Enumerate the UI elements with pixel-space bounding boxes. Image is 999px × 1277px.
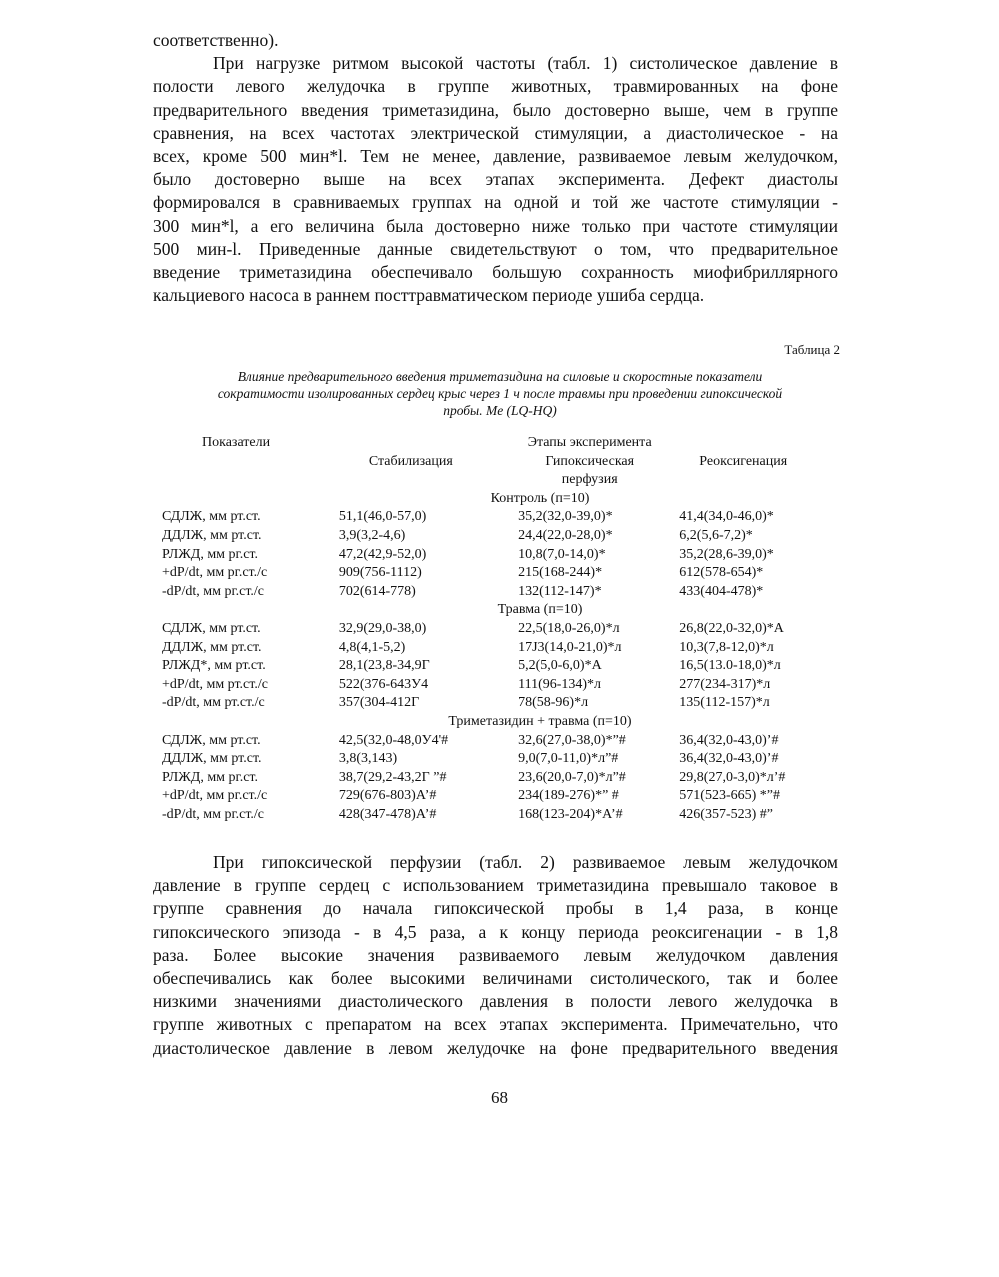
table-row xyxy=(150,787,840,806)
stabilization-cell: 32,9(29,0-38,0) xyxy=(338,620,427,636)
indicator-cell: -dP/dt, мм рт.ст./с xyxy=(162,695,265,711)
table-row xyxy=(150,657,840,676)
hypoxic-cell: 17J3(14,0-21,0)*л xyxy=(518,639,622,655)
hypoxic-cell: 168(123-204)*А’# xyxy=(518,806,623,822)
paragraph-line: всех, кроме 500 мин*l. Тем не менее, давление, развиваемое левым желудочком, xyxy=(153,146,838,167)
paragraph-line: формировался в сравниваемых группах на одной и той же частоте стимуляции - xyxy=(153,192,838,213)
paragraph-line: полости левого желудочка в группе животных, травмированных на фоне xyxy=(153,76,838,97)
paragraph-line: 500 мин-l. Приведенные данные свидетельствуют о том, что предварительное xyxy=(153,238,838,259)
paragraph-line: низкими значениями диастолического давления в полости левого желудочка в xyxy=(153,991,838,1012)
group-title: Контроль (п=10) xyxy=(490,490,590,506)
indicator-cell: -dP/dt, мм рг.ст./с xyxy=(162,806,264,822)
table-row xyxy=(150,508,840,527)
table-label: Таблица 2 xyxy=(784,342,840,357)
paragraph-line: давление в группе сердец с использованием триметазидина превышало таковое в xyxy=(153,875,838,896)
hypoxic-cell: 23,6(20,0-7,0)*л”# xyxy=(518,769,626,785)
hypoxic-cell: 215(168-244)* xyxy=(518,565,603,581)
data-table xyxy=(150,434,840,824)
reoxygenation-cell: 26,8(22,0-32,0)*А xyxy=(679,620,784,636)
header-reoxygenation: Реоксигенация xyxy=(699,453,788,469)
stabilization-cell: 51,1(46,0-57,0) xyxy=(338,509,427,525)
table-row xyxy=(150,806,840,825)
paragraph-line: 300 мин*l, а его величина была достоверно ниже только при частоте стимуляции xyxy=(153,215,838,236)
table-body xyxy=(150,490,840,825)
reoxygenation-cell: 36,4(32,0-43,0)’# xyxy=(679,732,779,748)
indicator-cell: РЛЖД, мм рг.ст. xyxy=(162,546,258,562)
paragraph-line: гипоксического эпизода - в 4,5 раза, а к концу периода реоксигенации - в 1,8 xyxy=(153,921,838,942)
group-title: Травма (п=10) xyxy=(497,602,583,618)
reoxygenation-cell: 277(234-317)*л xyxy=(679,676,771,692)
reoxygenation-cell: 16,5(13.0-18,0)*л xyxy=(679,658,781,674)
paragraph-line: группе сравнения до начала гипоксической пробы в 1,4 раза, в конце xyxy=(153,898,838,919)
reoxygenation-cell: 612(578-654)* xyxy=(679,565,764,581)
reoxygenation-cell: 571(523-665) *”# xyxy=(679,788,780,804)
paragraph-line: предварительного введения триметазидина, было достоверно выше, чем в группе xyxy=(153,99,838,120)
table-row xyxy=(150,620,840,639)
table-header-row xyxy=(150,471,840,490)
reoxygenation-cell: 135(112-157)*л xyxy=(679,695,770,711)
indicator-cell: РЛЖД*, мм рт.ст. xyxy=(162,658,266,674)
header-stages: Этапы эксперимента xyxy=(527,435,652,450)
group-title-row xyxy=(150,601,840,620)
stabilization-cell: 3,8(3,143) xyxy=(338,751,398,767)
paragraph-line: обеспечивались как более высокими величинами систолического, так и более xyxy=(153,968,838,989)
header-indicators: Показатели xyxy=(202,435,271,450)
stabilization-cell: 28,1(23,8-34,9Г xyxy=(338,658,430,674)
hypoxic-cell: 132(112-147)* xyxy=(518,583,602,599)
table-row xyxy=(150,527,840,546)
stabilization-cell: 428(347-478)А’# xyxy=(338,806,437,822)
hypoxic-cell: 234(189-276)*” # xyxy=(518,788,619,804)
paragraph-line: При нагрузке ритмом высокой частоты (табл. 1) систолическое давление в xyxy=(213,53,838,74)
header-hypoxic: Гипоксическая xyxy=(545,453,635,469)
stabilization-cell: 4,8(4,1-5,2) xyxy=(338,639,406,655)
indicator-cell: +dP/dt, мм рг.ст./с xyxy=(162,788,268,804)
paragraph-line: группе животных с препаратом на всех этапах эксперимента. Примечательно, что xyxy=(153,1014,838,1035)
stabilization-cell: 3,9(3,2-4,6) xyxy=(338,527,406,543)
reoxygenation-cell: 29,8(27,0-3,0)*л’# xyxy=(679,769,786,785)
paragraph-line: было достоверно выше на всех этапах эксперимента. Дефект диастолы xyxy=(153,169,838,190)
hypoxic-cell: 9,0(7,0-11,0)*л”# xyxy=(518,751,619,767)
indicator-cell: ДДЛЖ, мм рт.ст. xyxy=(162,751,262,767)
table-row xyxy=(150,769,840,788)
stabilization-cell: 729(676-803)А’# xyxy=(338,788,437,804)
table-row xyxy=(150,732,840,751)
table-row xyxy=(150,564,840,583)
page-number: 68 xyxy=(491,1088,508,1107)
indicator-cell: СДЛЖ, мм рт.ст. xyxy=(162,509,261,525)
stabilization-cell: 42,5(32,0-48,0У4'# xyxy=(338,732,449,748)
stabilization-cell: 47,2(42,9-52,0) xyxy=(338,546,427,562)
paragraph-intro xyxy=(153,29,838,307)
reoxygenation-cell: 433(404-478)* xyxy=(679,583,764,599)
group-title-row xyxy=(150,713,840,732)
reoxygenation-cell: 35,2(28,6-39,0)* xyxy=(679,546,774,562)
paragraph-line: раза. Более высокие значения развиваемого левым желудочком давления xyxy=(153,944,838,965)
reoxygenation-cell: 36,4(32,0-43,0)’# xyxy=(679,751,779,767)
paragraph-line: диастолическое давление в левом желудочке на фоне предварительного введения xyxy=(153,1037,838,1058)
paragraph-line: сравнения, на всех частотах электрической стимуляции, а диастолическое - на xyxy=(153,122,838,143)
caption-line: сократимости изолированных сердец крыс через 1 ч после травмы при проведении гипоксической xyxy=(217,386,783,401)
hypoxic-cell: 5,2(5,0-6,0)*А xyxy=(518,658,602,674)
indicator-cell: ДДЛЖ, мм рт.ст. xyxy=(162,639,262,655)
indicator-cell: ДДЛЖ, мм рт.ст. xyxy=(162,527,262,543)
hypoxic-cell: 78(58-96)*л xyxy=(518,695,589,711)
header-hypoxic-2: перфузия xyxy=(561,472,618,488)
hypoxic-cell: 22,5(18,0-26,0)*л xyxy=(518,620,620,636)
hypoxic-cell: 32,6(27,0-38,0)*”# xyxy=(518,732,626,748)
table-row xyxy=(150,750,840,769)
paragraph-line: При гипоксической перфузии (табл. 2) развиваемое левым желудочком xyxy=(213,852,838,872)
reoxygenation-cell: 6,2(5,6-7,2)* xyxy=(679,527,753,543)
hypoxic-cell: 35,2(32,0-39,0)* xyxy=(518,509,613,525)
table-row xyxy=(150,546,840,565)
table-row xyxy=(150,639,840,658)
stabilization-cell: 909(756-1112) xyxy=(338,565,422,581)
indicator-cell: РЛЖД, мм рг.ст. xyxy=(162,769,258,785)
header-stabilization: Стабилизация xyxy=(368,453,453,469)
indicator-cell: +dP/dt, мм рг.ст./с xyxy=(162,565,268,581)
group-title-row xyxy=(150,490,840,509)
indicator-cell: СДЛЖ, мм рт.ст. xyxy=(162,732,261,748)
group-title: Триметазидин + травма (п=10) xyxy=(448,713,632,729)
stabilization-cell: 702(614-778) xyxy=(338,583,416,599)
paragraph-hypoxic xyxy=(153,851,838,1060)
table-header-row xyxy=(150,434,840,453)
hypoxic-cell: 10,8(7,0-14,0)* xyxy=(518,546,606,562)
indicator-cell: +dP/dt, мм рт.ст./с xyxy=(162,676,268,692)
stabilization-cell: 357(304-412Г xyxy=(338,695,420,711)
paragraph-line: введение триметазидина обеспечивало большую сохранность миофибриллярного xyxy=(153,262,838,283)
indicator-cell: СДЛЖ, мм рт.ст. xyxy=(162,620,261,636)
caption-line: Влияние предварительного введения триметазидина на силовые и скоростные показатели xyxy=(237,369,763,384)
table-caption xyxy=(150,368,850,419)
table-header-row xyxy=(150,453,840,472)
table-row xyxy=(150,583,840,602)
caption-line: пробы. Me (LQ-HQ) xyxy=(443,403,557,418)
table-row xyxy=(150,694,840,713)
reoxygenation-cell: 41,4(34,0-46,0)* xyxy=(679,509,774,525)
indicator-cell: -dP/dt, мм рг.ст./с xyxy=(162,583,264,599)
stabilization-cell: 522(376-643У4 xyxy=(338,676,429,692)
hypoxic-cell: 24,4(22,0-28,0)* xyxy=(518,527,613,543)
reoxygenation-cell: 10,3(7,8-12,0)*л xyxy=(679,639,774,655)
table-row xyxy=(150,676,840,695)
hypoxic-cell: 111(96-134)*л xyxy=(518,676,602,692)
paragraph-line: соответственно). xyxy=(153,30,279,50)
stabilization-cell: 38,7(29,2-43,2Г ”# xyxy=(338,769,447,785)
paragraph-line: кальциевого насоса в раннем посттравматическом периоде ушиба сердца. xyxy=(153,285,705,306)
reoxygenation-cell: 426(357-523) #” xyxy=(679,806,773,822)
